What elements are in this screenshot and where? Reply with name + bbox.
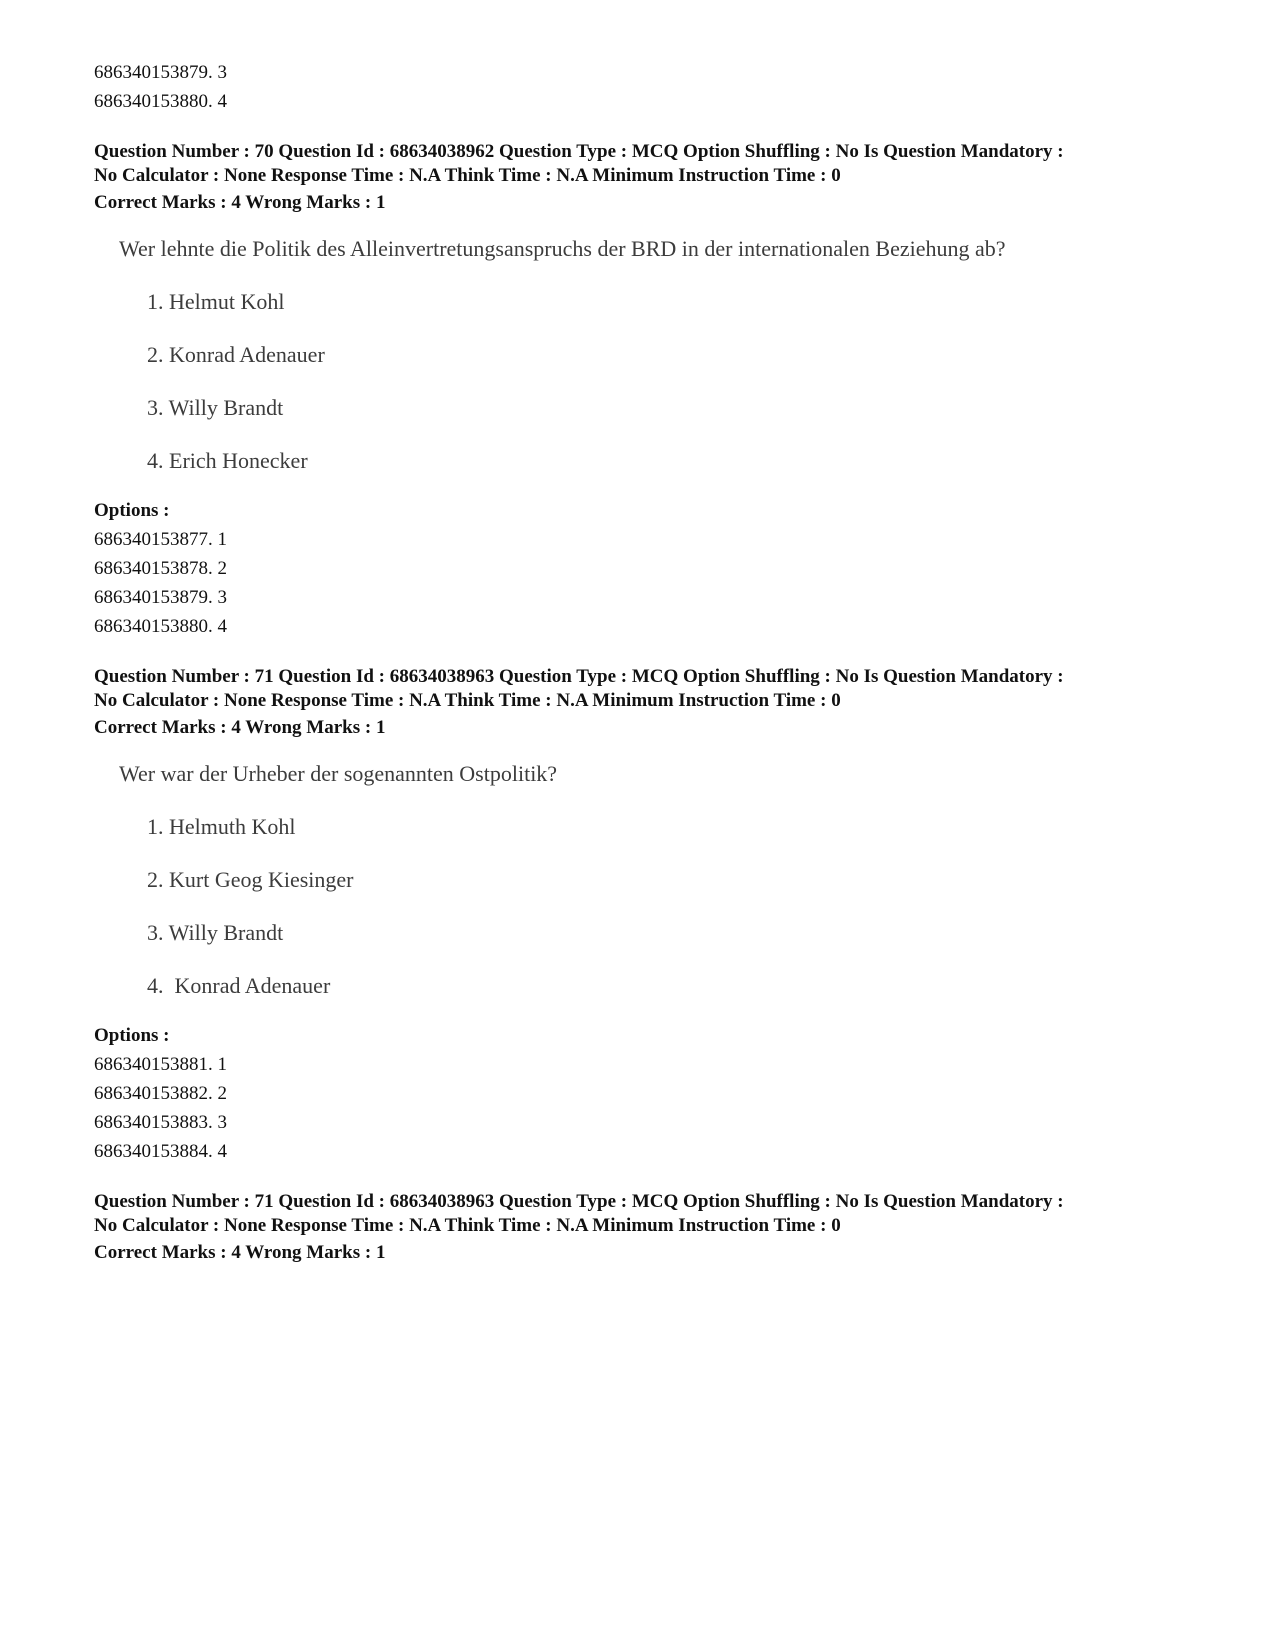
question-meta-line-2: No Calculator : None Response Time : N.A Think Time : N.A Minimum Instruction Time : 0 — [94, 165, 841, 186]
choice-item: 2. Konrad Adenauer — [147, 342, 325, 367]
document-page — [94, 58, 1214, 1267]
question-meta-line-1: Question Number : 71 Question Id : 68634038963 Question Type : MCQ Option Shuffling : No Is Question Mandatory : — [94, 666, 1064, 687]
marks-line: Correct Marks : 4 Wrong Marks : 1 — [94, 192, 386, 213]
choice-item: 4. Konrad Adenauer — [147, 973, 331, 998]
choice-item: 2. Kurt Geog Kiesinger — [147, 867, 354, 892]
question-text: Wer lehnte die Politik des Alleinvertretungsanspruchs der BRD in der internationalen Beziehung ab? — [119, 236, 1006, 261]
question-meta-line-2: No Calculator : None Response Time : N.A Think Time : N.A Minimum Instruction Time : 0 — [94, 690, 841, 711]
options-list — [94, 525, 1214, 641]
question-block-71-repeat — [94, 1190, 1214, 1267]
choice-item: 3. Willy Brandt — [147, 920, 284, 945]
marks-line: Correct Marks : 4 Wrong Marks : 1 — [94, 717, 386, 738]
question-meta-line-1: Question Number : 71 Question Id : 68634038963 Question Type : MCQ Option Shuffling : No Is Question Mandatory : — [94, 1191, 1064, 1212]
top-options-list — [94, 58, 1214, 116]
choice-list — [94, 287, 1214, 476]
choice-list — [94, 812, 1214, 1001]
option-line: 686340153877. 1 — [94, 529, 227, 550]
question-text: Wer war der Urheber der sogenannten Ostpolitik? — [119, 761, 558, 786]
question-meta-line-2: No Calculator : None Response Time : N.A Think Time : N.A Minimum Instruction Time : 0 — [94, 1215, 841, 1236]
option-line: 686340153880. 4 — [94, 91, 227, 112]
option-line: 686340153884. 4 — [94, 1141, 227, 1162]
option-line: 686340153879. 3 — [94, 587, 227, 608]
marks-line: Correct Marks : 4 Wrong Marks : 1 — [94, 1242, 386, 1263]
option-line: 686340153882. 2 — [94, 1083, 227, 1104]
options-label: Options : — [94, 1025, 170, 1046]
options-label: Options : — [94, 500, 170, 521]
option-line: 686340153879. 3 — [94, 62, 227, 83]
question-block-70 — [94, 140, 1214, 641]
option-line: 686340153880. 4 — [94, 616, 227, 637]
choice-item: 3. Willy Brandt — [147, 395, 284, 420]
choice-item: 1. Helmut Kohl — [147, 289, 285, 314]
question-block-71 — [94, 665, 1214, 1166]
option-line: 686340153881. 1 — [94, 1054, 227, 1075]
option-line: 686340153878. 2 — [94, 558, 227, 579]
options-list — [94, 1050, 1214, 1166]
choice-item: 1. Helmuth Kohl — [147, 814, 296, 839]
question-meta-line-1: Question Number : 70 Question Id : 68634038962 Question Type : MCQ Option Shuffling : No Is Question Mandatory : — [94, 141, 1064, 162]
option-line: 686340153883. 3 — [94, 1112, 227, 1133]
choice-item: 4. Erich Honecker — [147, 448, 308, 473]
